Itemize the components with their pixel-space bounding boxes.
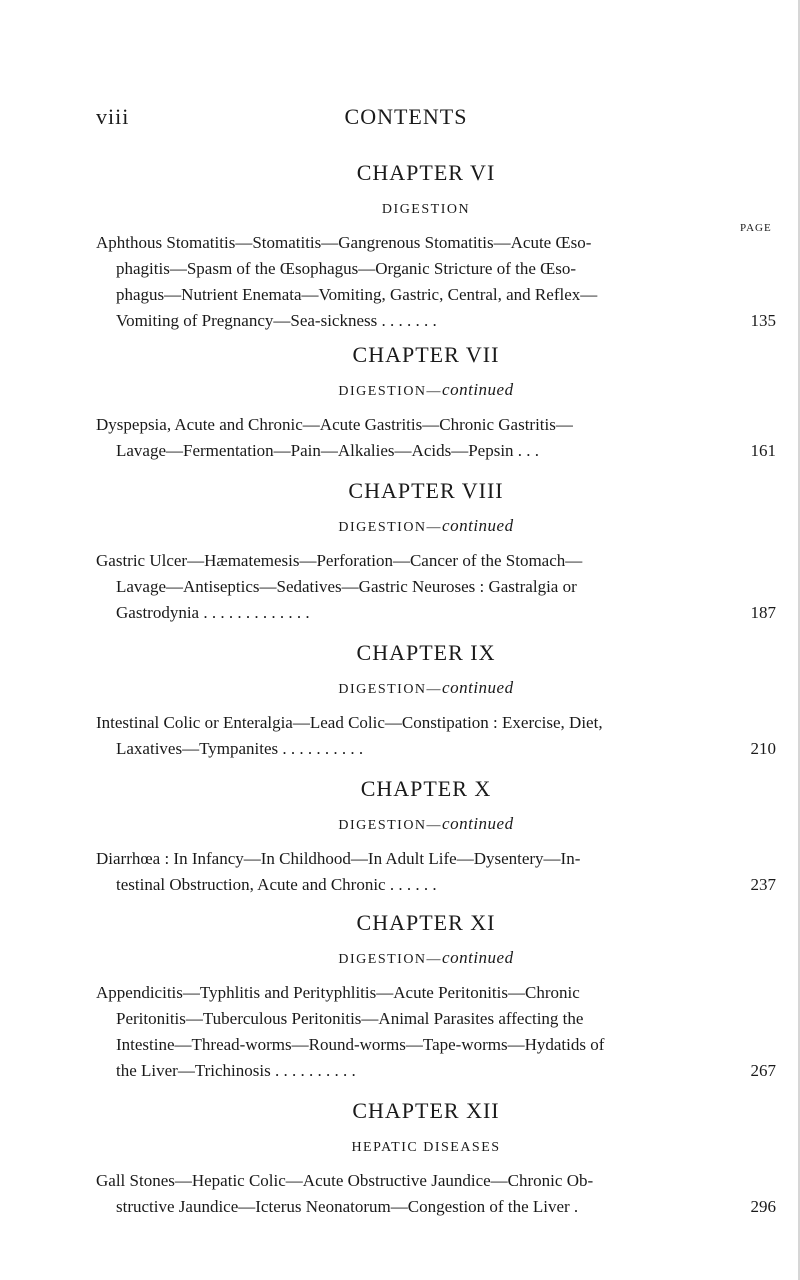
page-number: viii xyxy=(96,104,130,129)
contents-line: Lavage—Fermentation—Pain—Alkalies—Acids—Pepsin . . . xyxy=(116,441,540,460)
contents-line: Diarrhœa : In Infancy—In Childhood—In Adult Life—Dysentery—In- xyxy=(96,849,581,868)
chapter-page-number: 237 xyxy=(750,875,776,894)
contents-line: Dyspepsia, Acute and Chronic—Acute Gastritis—Chronic Gastritis— xyxy=(96,415,573,434)
chapter-contents xyxy=(96,1168,776,1220)
chapter-page-number: 135 xyxy=(750,311,776,330)
chapter-title: CHAPTER X xyxy=(360,776,492,801)
chapter-contents xyxy=(96,980,776,1084)
chapter-title: CHAPTER VIII xyxy=(348,478,504,503)
chapter-entry xyxy=(96,1098,776,1220)
chapter-contents xyxy=(96,230,776,334)
contents-line: testinal Obstruction, Acute and Chronic . . . . . . xyxy=(116,875,437,894)
chapter-entry xyxy=(96,776,776,898)
chapter-entry xyxy=(96,910,776,1084)
contents-line: Gastrodynia . . . . . . . . . . . . . xyxy=(116,603,310,622)
contents-line: phagitis—Spasm of the Œsophagus—Organic Stricture of the Œso- xyxy=(116,259,577,278)
contents-line: Peritonitis—Tuberculous Peritonitis—Animal Parasites affecting the xyxy=(116,1009,584,1028)
chapter-contents xyxy=(96,846,776,898)
contents-line: Laxatives—Tympanites . . . . . . . . . . xyxy=(116,739,364,758)
chapter-subtitle: DIGESTION xyxy=(381,202,471,217)
chapter-contents xyxy=(96,412,776,464)
contents-line: Appendicitis—Typhlitis and Perityphlitis—Acute Peritonitis—Chronic xyxy=(96,983,580,1002)
chapter-title: CHAPTER VII xyxy=(352,342,500,367)
chapter-contents xyxy=(96,710,776,762)
contents-line: Aphthous Stomatitis—Stomatitis—Gangrenous Stomatitis—Acute Œso- xyxy=(96,233,592,252)
chapter-page-number: 267 xyxy=(750,1061,776,1080)
contents-line: Lavage—Antiseptics—Sedatives—Gastric Neuroses : Gastralgia or xyxy=(116,577,577,596)
contents-line: Intestinal Colic or Enteralgia—Lead Colic—Constipation : Exercise, Diet, xyxy=(96,713,603,732)
chapter-page-number: 187 xyxy=(750,603,776,622)
chapter-subtitle: DIGESTION—continued xyxy=(338,516,514,535)
chapter-title: CHAPTER VI xyxy=(356,160,496,185)
chapter-subtitle: DIGESTION—continued xyxy=(338,678,514,697)
contents-line: Gastric Ulcer—Hæmatemesis—Perforation—Cancer of the Stomach— xyxy=(96,551,583,570)
contents-line: structive Jaundice—Icterus Neonatorum—Congestion of the Liver . xyxy=(116,1197,579,1216)
contents-line: phagus—Nutrient Enemata—Vomiting, Gastric, Central, and Reflex— xyxy=(116,285,598,304)
chapter-title: CHAPTER XI xyxy=(356,910,496,935)
page-column-label: PAGE xyxy=(740,222,772,234)
contents-line: the Liver—Trichinosis . . . . . . . . . . xyxy=(116,1061,356,1080)
chapter-contents xyxy=(96,548,776,626)
chapter-page-number: 210 xyxy=(750,739,776,758)
chapter-page-number: 296 xyxy=(750,1197,776,1216)
contents-line: Vomiting of Pregnancy—Sea-sickness . . . . . . . xyxy=(116,311,437,330)
chapter-subtitle: DIGESTION—continued xyxy=(338,814,514,833)
chapter-page-number: 161 xyxy=(750,441,776,460)
chapter-entry xyxy=(96,342,776,464)
chapter-subtitle: DIGESTION—continued xyxy=(338,948,514,967)
chapter-title: CHAPTER IX xyxy=(356,640,496,665)
chapter-entry xyxy=(96,478,776,626)
running-head xyxy=(96,104,716,134)
contents-line: Intestine—Thread-worms—Round-worms—Tape-worms—Hydatids of xyxy=(116,1035,605,1054)
chapter-subtitle: DIGESTION—continued xyxy=(338,380,514,399)
chapter-subtitle: HEPATIC DISEASES xyxy=(351,1140,501,1155)
running-title: CONTENTS xyxy=(344,104,468,129)
chapter-title: CHAPTER XII xyxy=(352,1098,500,1123)
chapter-entry xyxy=(96,640,776,762)
chapter-entry xyxy=(96,160,776,334)
contents-line: Gall Stones—Hepatic Colic—Acute Obstructive Jaundice—Chronic Ob- xyxy=(96,1171,594,1190)
